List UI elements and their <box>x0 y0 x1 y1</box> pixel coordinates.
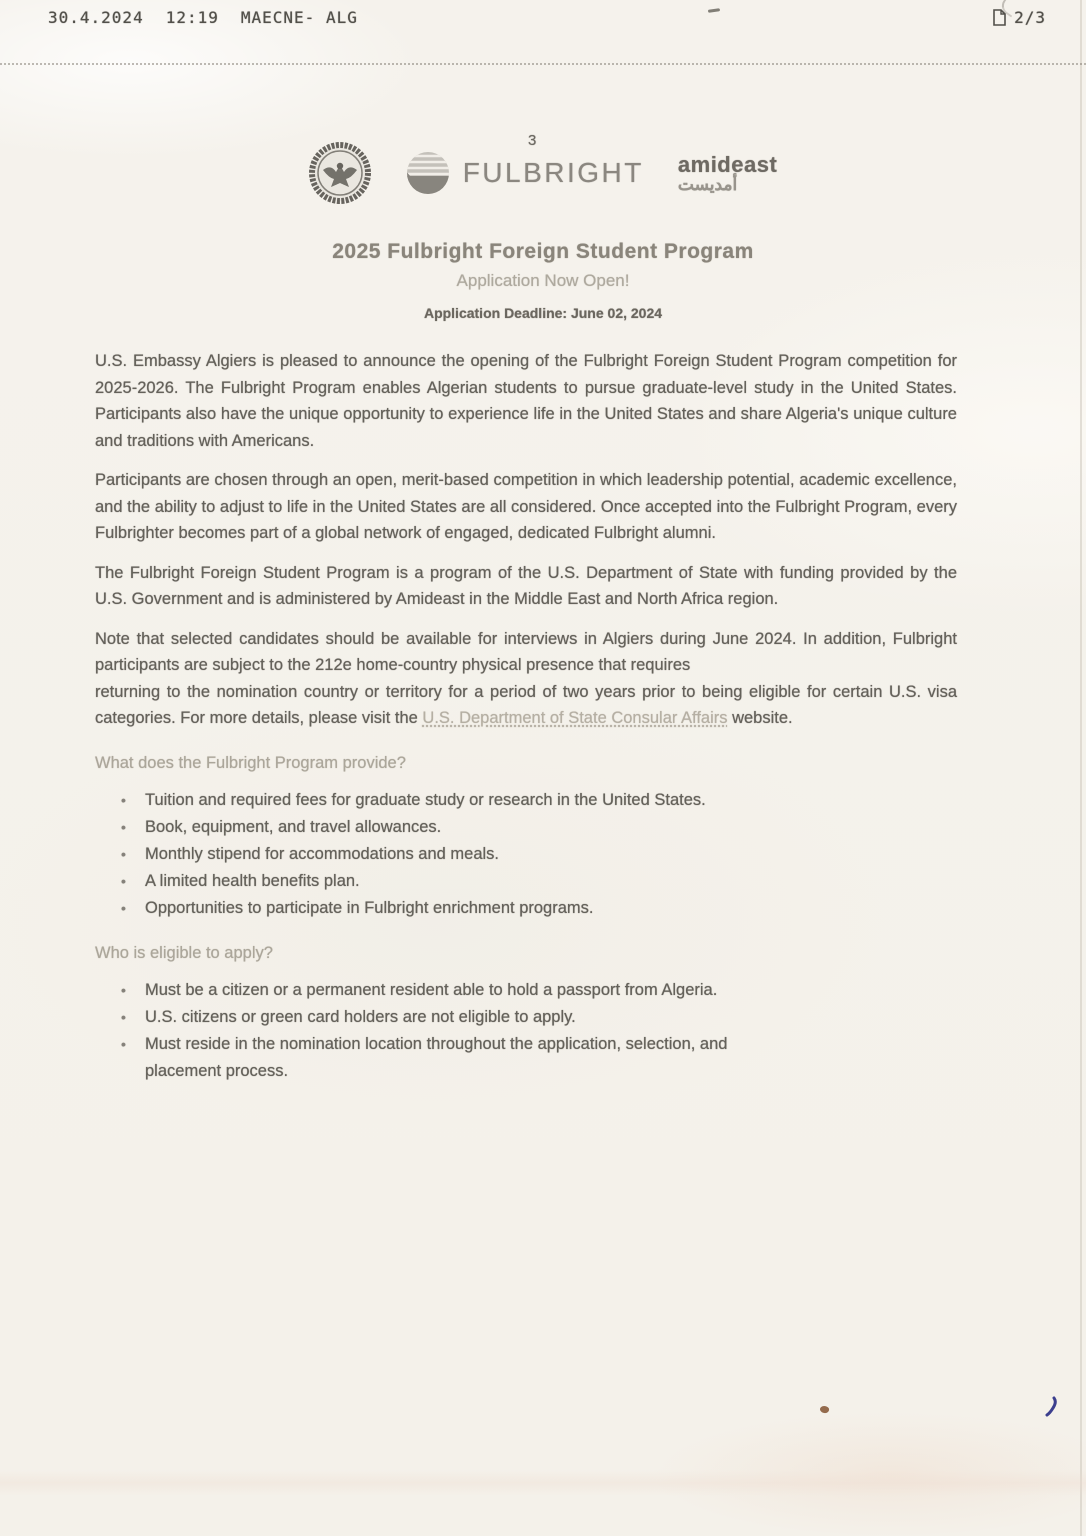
amideast-arabic-wordmark: أمديست <box>677 174 738 194</box>
paragraph-selection: Participants are chosen through an open, merit-based competition in which leadership potential, academic excellence, and the ability to adjust to life in the United States are all considered. Once accepted into the Fulbright Program, every Fulbrighter becomes part of a global network of engaged, dedicated Fulbright alumni. <box>95 471 957 542</box>
us-embassy-seal-icon <box>309 142 371 204</box>
list-item: • Monthly stipend for accommodations and meals. <box>145 841 957 868</box>
section-heading-eligible: Who is eligible to apply? <box>95 943 273 962</box>
provide-list <box>95 787 957 922</box>
list-item: • Must be a citizen or a permanent resident able to hold a passport from Algeria. <box>145 977 957 1004</box>
amideast-wordmark: amideast <box>677 151 778 177</box>
title-block <box>0 240 1086 321</box>
list-item: • A limited health benefits plan. <box>145 868 957 895</box>
paragraph-212e-part2: returning to the nomination country or territory for a period of two years prior to being eligible for certain U.S. visa categories. For more details, please visit the <box>95 682 957 727</box>
blue-pen-mark <box>1044 1396 1058 1422</box>
scan-discoloration-band <box>0 1470 1086 1496</box>
fulbright-logo <box>405 150 644 196</box>
amideast-logo <box>678 153 777 194</box>
fax-page-indicator: 2/3 <box>1014 8 1046 27</box>
paragraph-intro: U.S. Embassy Algiers is pleased to announce the opening of the Fulbright Foreign Student Program competition for 2025-2026. The Fulbright Program enables Algerian students to pursue graduate-level study in the United States. Participants also have the unique opportunity to experience life in the United States and share Algeria's unique culture and traditions with Americans. <box>95 352 957 450</box>
scan-page-number: 3 <box>528 132 537 149</box>
fulbright-globe-icon <box>405 150 451 196</box>
fax-station-id: MAECNE- ALG <box>240 8 358 27</box>
list-item: • Book, equipment, and travel allowances. <box>145 814 957 841</box>
page-title: 2025 Fulbright Foreign Student Program <box>332 240 754 263</box>
consular-affairs-link[interactable]: U.S. Department of State Consular Affairs <box>422 709 728 727</box>
fax-time: 12:19 <box>165 8 219 27</box>
list-item: • Must reside in the nomination location throughout the application, selection, and placement process. <box>145 1031 785 1085</box>
paragraph-interviews-212e <box>95 626 957 732</box>
scan-edge-line <box>1080 0 1082 1536</box>
eligible-list <box>95 977 957 1085</box>
fax-header <box>48 8 1046 27</box>
fax-header-left <box>48 8 380 27</box>
paragraph-program-admin: The Fulbright Foreign Student Program is a program of the U.S. Department of State with funding provided by the U.S. Government and is administered by Amideast in the Middle East and North Africa region. <box>95 563 957 608</box>
document-body <box>95 348 957 1103</box>
list-item: • U.S. citizens or green card holders are not eligible to apply. <box>145 1004 957 1031</box>
paragraph-212e-part3: website. <box>727 709 793 727</box>
ink-speck <box>819 1405 830 1415</box>
application-deadline: Application Deadline: June 02, 2024 <box>423 305 663 321</box>
list-item: • Tuition and required fees for graduate study or research in the United States. <box>145 787 957 814</box>
section-heading-provide: What does the Fulbright Program provide? <box>95 753 406 772</box>
fax-date: 30.4.2024 <box>48 8 144 27</box>
list-item: • Opportunities to participate in Fulbright enrichment programs. <box>145 895 957 922</box>
page-subtitle: Application Now Open! <box>456 271 630 290</box>
fax-header-right <box>993 8 1046 27</box>
document-page-icon <box>993 9 1006 26</box>
dotted-separator <box>0 63 1086 65</box>
logo-row <box>0 142 1086 204</box>
paragraph-212e-part1: Note that selected candidates should be available for interviews in Algiers during June 2024. In addition, Fulbright participants are subject to the 212e home-country physical presence that requires <box>95 629 957 674</box>
fulbright-wordmark: FULBRIGHT <box>462 157 644 188</box>
